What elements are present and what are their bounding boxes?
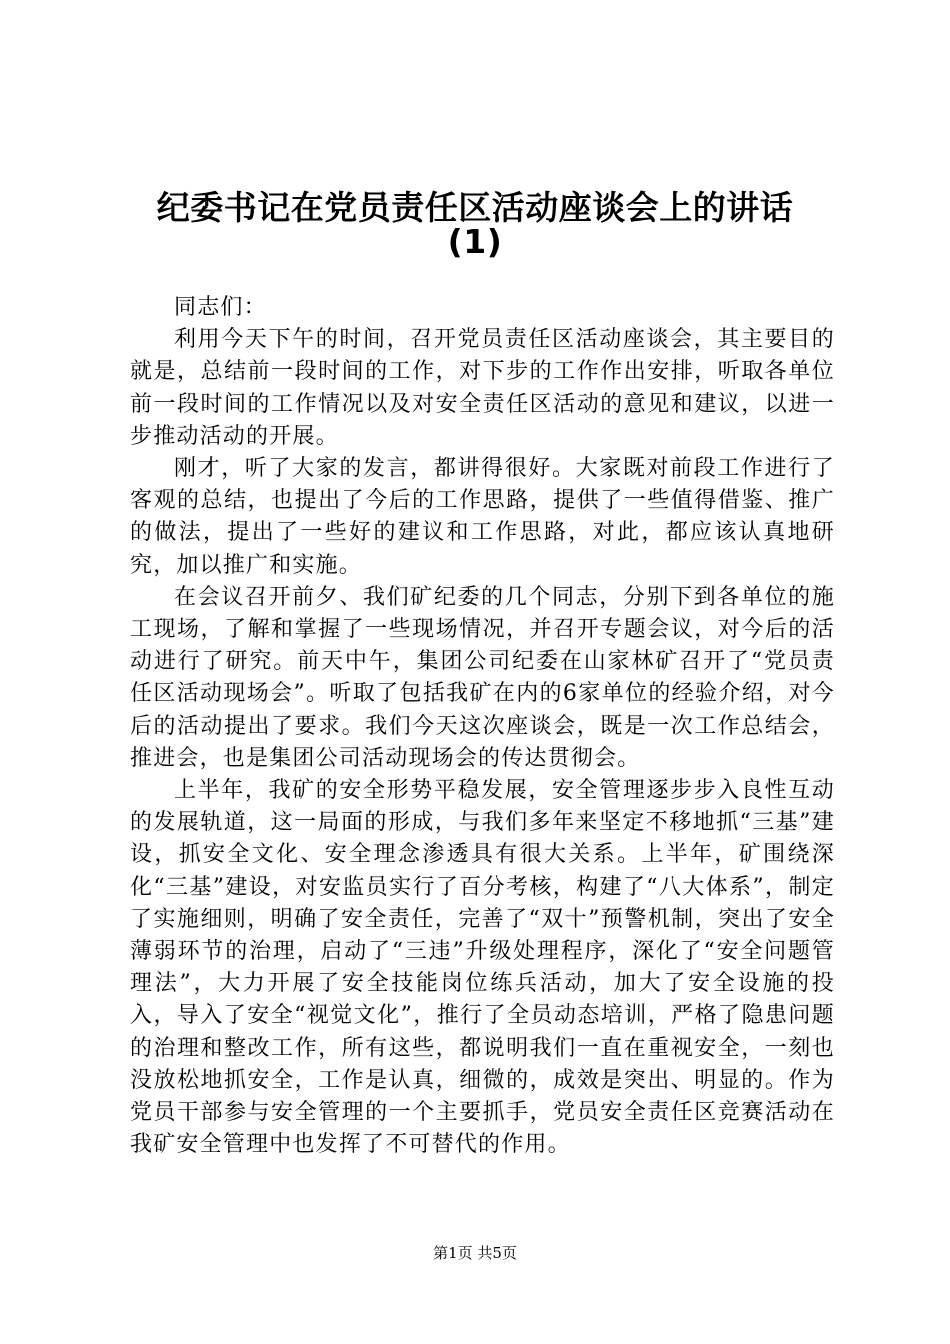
document-body (130, 292, 835, 1161)
paragraph-2: 刚才，听了大家的发言，都讲得很好。大家既对前段工作进行了客观的总结，也提出了今后的工作思路，提供了一些值得借鉴、推广的做法，提出了一些好的建议和工作思路，对此，都应该认真地研究，加以推广和实施。 (130, 456, 835, 578)
salutation: 同志们： (174, 295, 267, 320)
paragraph-1: 利用今天下午的时间，召开党员责任区活动座谈会，其主要目的就是，总结前一段时间的工作，对下步的工作作出安排，听取各单位前一段时间的工作情况以及对安全责任区活动的意见和建议，以进一步推动活动的开展。 (130, 327, 835, 449)
paragraph-4: 上半年，我矿的安全形势平稳发展，安全管理逐步步入良性互动的发展轨道，这一局面的形成，与我们多年来坚定不移地抓“三基”建设，抓安全文化、安全理念渗透具有很大关系。上半年，矿围绕深化“三基”建设，对安监员实行了百分考核，构建了“八大体系”，制定了实施细则，明确了安全责任，完善了“双十”预警机制，突出了安全薄弱环节的治理，启动了“三违”升级处理程序，深化了“安全问题管理法”，大力开展了安全技能岗位练兵活动，加大了安全设施的投入，导入了安全“视觉文化”，推行了全员动态培训，严格了隐患问题的治理和整改工作，所有这些，都说明我们一直在重视安全，一刻也没放松地抓安全，工作是认真，细微的，成效是突出、明显的。作为党员干部参与安全管理的一个主要抓手，党员安全责任区竞赛活动在我矿安全管理中也发挥了不可替代的作用。 (130, 778, 835, 1158)
document-title-number: (1) (447, 222, 503, 261)
document-title: 纪委书记在党员责任区活动座谈会上的讲话 (156, 188, 794, 227)
page-footer: 第1页 共5页 (433, 1244, 517, 1262)
paragraph-3: 在会议召开前夕、我们矿纪委的几个同志，分别下到各单位的施工现场，了解和掌握了一些现场情况，并召开专题会议，对今后的活动进行了研究。前天中午，集团公司纪委在山家林矿召开了“党员责任区活动现场会”。听取了包括我矿在内的6家单位的经验介绍，对今后的活动提出了要求。我们今天这次座谈会，既是一次工作总结会，推进会，也是集团公司活动现场会的传达贯彻会。 (130, 584, 835, 771)
